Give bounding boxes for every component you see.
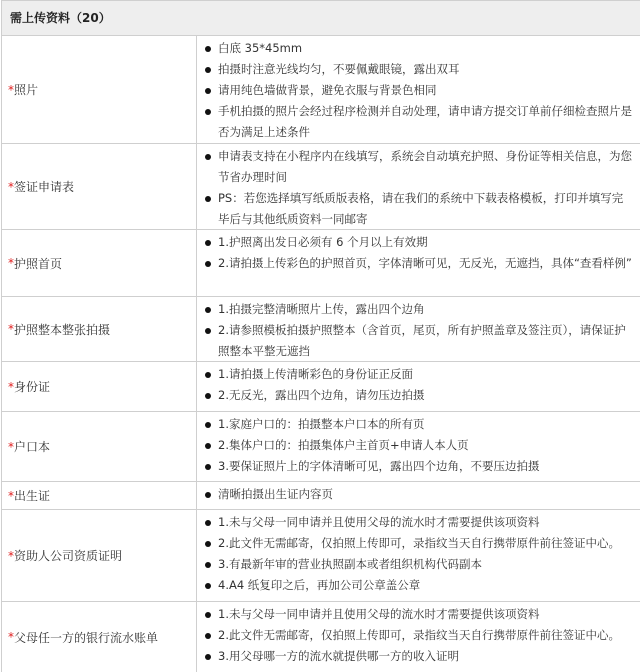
required-asterisk: * — [8, 322, 14, 336]
row-label: * 身份证 — [2, 362, 197, 411]
table-row — [2, 36, 640, 144]
row-label: * 父母任一方的银行流水账单 — [2, 602, 197, 672]
requirements-list — [197, 412, 640, 481]
requirements-list — [197, 482, 640, 509]
required-asterisk: * — [8, 488, 14, 503]
bullet-icon — [205, 88, 211, 94]
list-item: 手机拍摄的照片会经过程序检测并自动处理，请申请方提交订单前仔细检查照片是否为满足上述条件 — [205, 101, 634, 143]
bullet-icon — [205, 393, 211, 399]
list-item: 2.集体户口的：拍摄集体户主首页+申请人本人页 — [205, 435, 634, 456]
table-row — [2, 230, 640, 297]
list-item: 1.拍摄完整清晰照片上传，露出四个边角 — [205, 299, 634, 320]
bullet-icon — [205, 240, 211, 246]
required-asterisk: * — [8, 379, 14, 394]
list-item: 请用纯色墙做背景，避免衣服与背景色相同 — [205, 80, 634, 101]
bullet-icon — [205, 562, 211, 568]
table-row — [2, 602, 640, 672]
bullet-icon — [205, 492, 211, 498]
requirements-list — [197, 510, 640, 601]
required-asterisk: * — [8, 630, 14, 644]
bullet-icon — [205, 520, 211, 526]
list-item: 白底 35*45mm — [205, 38, 634, 59]
list-item: 3.要保证照片上的字体清晰可见，露出四个边角，不要压边拍摄 — [205, 456, 634, 477]
bullet-icon — [205, 541, 211, 547]
required-asterisk: * — [8, 256, 14, 270]
table-row — [2, 412, 640, 482]
bullet-icon — [205, 464, 211, 470]
row-label: * 资助人公司资质证明 — [2, 510, 197, 601]
list-item: 1.请拍摄上传清晰彩色的身份证正反面 — [205, 364, 634, 385]
bullet-icon — [205, 612, 211, 618]
list-item: 2.请参照模板拍摄护照整本（含首页，尾页，所有护照盖章及签注页），请保证护照整本平整无遮挡 — [205, 320, 634, 362]
row-label: * 户口本 — [2, 412, 197, 481]
requirements-list — [197, 602, 640, 672]
bullet-icon — [205, 109, 211, 115]
list-item: 4.A4 纸复印之后，再加公司公章盖公章 — [205, 575, 634, 596]
bullet-icon — [205, 67, 211, 73]
row-label: * 出生证 — [2, 482, 197, 509]
list-item: 1.护照离出发日必须有 6 个月以上有效期 — [205, 232, 634, 253]
bullet-icon — [205, 443, 211, 449]
table-row — [2, 482, 640, 510]
bullet-icon — [205, 261, 211, 267]
list-item: 拍摄时注意光线均匀，不要佩戴眼镜，露出双耳 — [205, 59, 634, 80]
bullet-icon — [205, 633, 211, 639]
table-header: 需上传资料（20） — [2, 1, 640, 36]
requirements-list — [197, 297, 640, 361]
table-row — [2, 297, 640, 362]
required-asterisk: * — [8, 548, 14, 563]
required-asterisk: * — [8, 82, 14, 97]
row-label: * 护照首页 — [2, 230, 197, 296]
required-asterisk: * — [8, 439, 14, 454]
table-row — [2, 362, 640, 412]
required-documents-table — [1, 0, 640, 672]
required-asterisk: * — [8, 179, 14, 194]
bullet-icon — [205, 196, 211, 202]
bullet-icon — [205, 422, 211, 428]
table-row — [2, 144, 640, 230]
bullet-icon — [205, 154, 211, 160]
table-row — [2, 510, 640, 602]
requirements-list — [197, 36, 640, 143]
list-item: 2.此文件无需邮寄，仅拍照上传即可，录指纹当天自行携带原件前往签证中心。 — [205, 625, 634, 646]
list-item: 3.有最新年审的营业执照副本或者组织机构代码副本 — [205, 554, 634, 575]
list-item: 2.无反光，露出四个边角，请勿压边拍摄 — [205, 385, 634, 406]
requirements-list — [197, 362, 640, 411]
requirements-list — [197, 230, 640, 296]
list-item: PS：若您选择填写纸质版表格，请在我们的系统中下载表格模板，打印并填写完毕后与其他纸质资料一同邮寄 — [205, 188, 634, 230]
list-item: 1.家庭户口的：拍摄整本户口本的所有页 — [205, 414, 634, 435]
row-label: * 照片 — [2, 36, 197, 143]
requirements-list — [197, 144, 640, 229]
row-label: * 签证申请表 — [2, 144, 197, 229]
bullet-icon — [205, 583, 211, 589]
list-item: 清晰拍摄出生证内容页 — [205, 484, 634, 505]
bullet-icon — [205, 328, 211, 334]
bullet-icon — [205, 372, 211, 378]
list-item: 2.请拍摄上传彩色的护照首页，字体清晰可见，无反光，无遮挡，具体“查看样例” — [205, 253, 634, 274]
list-item: 申请表支持在小程序内在线填写，系统会自动填充护照、身份证等相关信息，为您节省办理时间 — [205, 146, 634, 188]
bullet-icon — [205, 654, 211, 660]
list-item: 1.未与父母一同申请并且使用父母的流水时才需要提供该项资料 — [205, 512, 634, 533]
bullet-icon — [205, 46, 211, 52]
list-item: 1.未与父母一同申请并且使用父母的流水时才需要提供该项资料 — [205, 604, 634, 625]
bullet-icon — [205, 307, 211, 313]
row-label: * 护照整本整张拍摄 — [2, 297, 197, 361]
list-item: 2.此文件无需邮寄，仅拍照上传即可，录指纹当天自行携带原件前往签证中心。 — [205, 533, 634, 554]
list-item: 3.用父母哪一方的流水就提供哪一方的收入证明 — [205, 646, 634, 667]
